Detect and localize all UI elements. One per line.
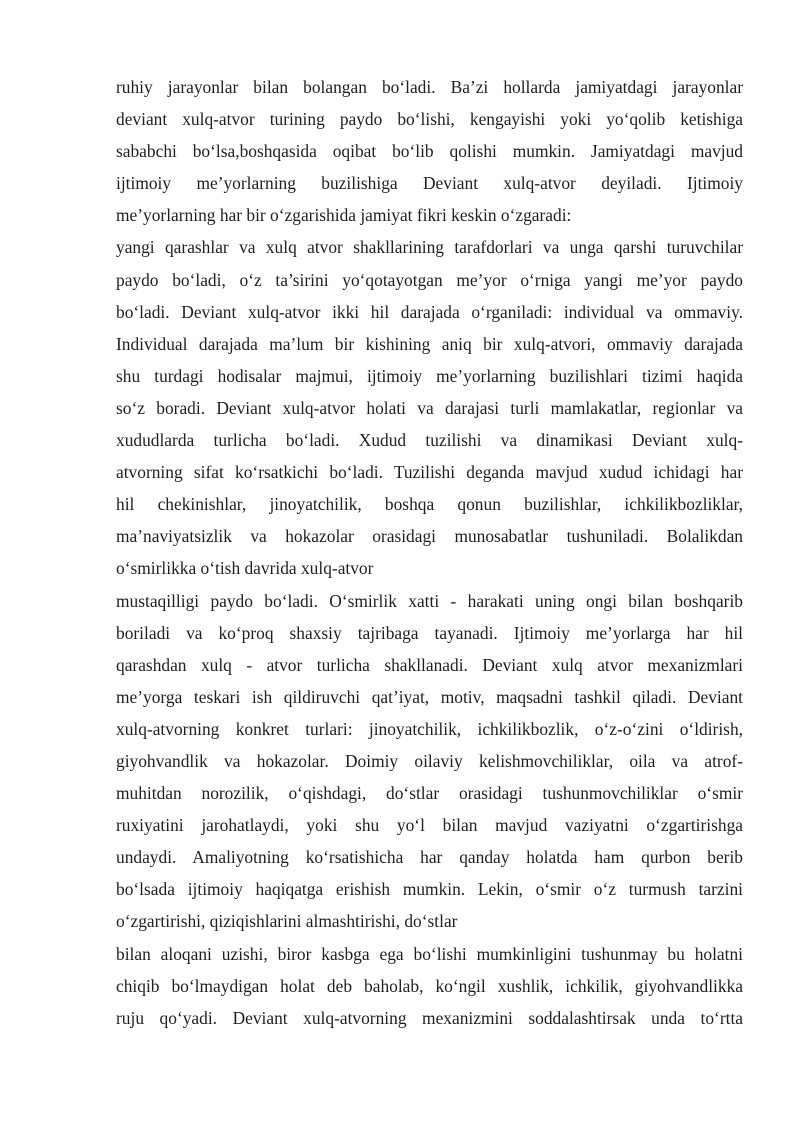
text-line: bilan aloqani uzishi, biror kasbga ega bo‘lishi mumkinligini tushunmay bu holatni bbox=[116, 943, 743, 964]
text-line: bo‘ladi. Deviant xulq-atvor ikki hil darajada o‘rganiladi: individual va ommaviy. bbox=[116, 301, 743, 322]
paragraph bbox=[116, 938, 743, 1034]
text-line: o‘smirlikka o‘tish davrida xulq-atvor bbox=[116, 558, 374, 579]
text-line: me’yorga teskari ish qildiruvchi qat’iyat, motiv, maqsadni tashkil qiladi. Deviant bbox=[116, 686, 743, 707]
text-line: qarashdan xulq - atvor turlicha shakllanadi. Deviant xulq atvor mexanizmlari bbox=[116, 654, 743, 675]
text-line: boriladi va ko‘proq shaxsiy tajribaga tayanadi. Ijtimoiy me’yorlarga har hil bbox=[116, 622, 743, 643]
text-line: atvorning sifat ko‘rsatkichi bo‘ladi. Tuzilishi deganda mavjud xudud ichidagi har bbox=[116, 462, 743, 483]
text-line: bo‘lsada ijtimoiy haqiqatga erishish mumkin. Lekin, o‘smir o‘z turmush tarzini bbox=[116, 879, 743, 900]
text-line: ma’naviyatsizlik va hokazolar orasidagi munosabatlar tushuniladi. Bolalikdan bbox=[116, 526, 743, 547]
text-line: hil chekinishlar, jinoyatchilik, boshqa qonun buzilishlar, ichkilikbozliklar, bbox=[116, 494, 743, 515]
text-line: undaydi. Amaliyotning ko‘rsatishicha har qanday holatda ham qurbon berib bbox=[116, 847, 743, 868]
text-line: ruxiyatini jarohatlaydi, yoki shu yo‘l bilan mavjud vaziyatni o‘zgartirishga bbox=[116, 815, 743, 836]
text-line: chiqib bo‘lmaydigan holat deb baholab, ko‘ngil xushlik, ichkilik, giyohvandlikka bbox=[116, 975, 743, 996]
paragraph bbox=[116, 231, 743, 584]
text-line: xulq-atvorning konkret turlari: jinoyatchilik, ichkilikbozlik, o‘z-o‘zini o‘ldirish, bbox=[116, 718, 743, 739]
document-body bbox=[116, 71, 743, 1034]
text-line: me’yorlarning har bir o‘zgarishida jamiyat fikri keskin o‘zgaradi: bbox=[116, 205, 572, 226]
text-line: o‘zgartirishi, qiziqishlarini almashtirishi, do‘stlar bbox=[116, 911, 458, 932]
text-line: Individual darajada ma’lum bir kishining aniq bir xulq-atvori, ommaviy darajada bbox=[116, 333, 743, 354]
text-line: deviant xulq-atvor turining paydo bo‘lishi, kengayishi yoki yo‘qolib ketishiga bbox=[116, 109, 743, 130]
text-line: ruju qo‘yadi. Deviant xulq-atvorning mexanizmini soddalashtirsak unda to‘rtta bbox=[116, 1007, 743, 1028]
text-line: ruhiy jarayonlar bilan bolangan bo‘ladi. Ba’zi hollarda jamiyatdagi jarayonlar bbox=[116, 77, 743, 97]
text-line: paydo bo‘ladi, o‘z ta’sirini yo‘qotayotgan me’yor o‘rniga yangi me’yor paydo bbox=[116, 269, 743, 290]
text-line: mustaqilligi paydo bo‘ladi. O‘smirlik xatti - harakati uning ongi bilan boshqarib bbox=[116, 590, 743, 611]
paragraph bbox=[116, 71, 743, 231]
text-line: yangi qarashlar va xulq atvor shakllarining tarafdorlari va unga qarshi turuvchilar bbox=[116, 237, 743, 258]
text-line: giyohvandlik va hokazolar. Doimiy oilaviy kelishmovchiliklar, oila va atrof- bbox=[116, 750, 743, 771]
paragraph bbox=[116, 585, 743, 938]
text-line: shu turdagi hodisalar majmui, ijtimoiy me’yorlarning buzilishlari tizimi haqida bbox=[116, 365, 743, 386]
text-line: muhitdan norozilik, o‘qishdagi, do‘stlar orasidagi tushunmovchiliklar o‘smir bbox=[116, 783, 743, 804]
text-line: ijtimoiy me’yorlarning buzilishiga Deviant xulq-atvor deyiladi. Ijtimoiy bbox=[116, 173, 743, 194]
text-line: sababchi bo‘lsa,boshqasida oqibat bo‘lib qolishi mumkin. Jamiyatdagi mavjud bbox=[116, 141, 743, 162]
text-line: so‘z boradi. Deviant xulq-atvor holati va darajasi turli mamlakatlar, regionlar va bbox=[116, 397, 743, 418]
text-line: xududlarda turlicha bo‘ladi. Xudud tuzilishi va dinamikasi Deviant xulq- bbox=[116, 430, 743, 451]
